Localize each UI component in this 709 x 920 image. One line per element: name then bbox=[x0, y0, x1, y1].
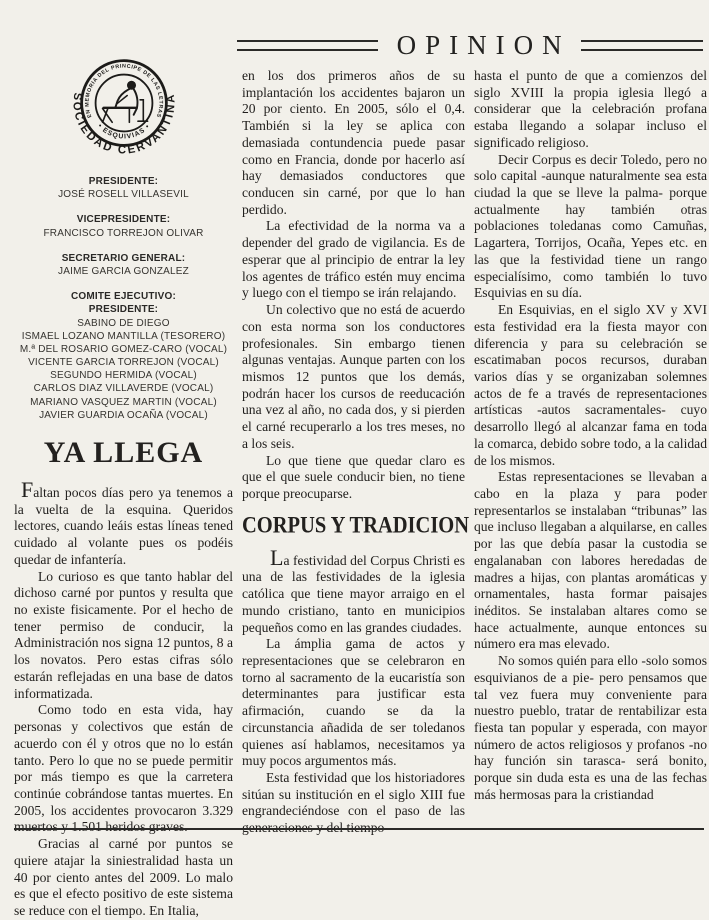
article-paragraph: Un colectivo que no está de acuerdo con esta norma son los conductores profesionales. Sin embargo tienen algunas ventajas. Aunque parten con los mismos 12 puntos que los demás, podrán hacer los cursos de reeducación una vez al año, no cada dos, y si pierden el carné recuperarlo a los tres meses, no a los seis. bbox=[242, 302, 465, 451]
article-paragraph: Lo que tiene que quedar claro es que el que suele conducir bien, no tiene porque preocuparse. bbox=[242, 452, 465, 501]
page-title: OPINION bbox=[396, 30, 571, 60]
committee-member: JAVIER GUARDIA OCAÑA (VOCAL) bbox=[39, 409, 208, 421]
society-seal bbox=[65, 44, 183, 167]
vicepresident-label: VICEPRESIDENTE: bbox=[76, 214, 171, 226]
column-middle bbox=[242, 68, 470, 920]
vicepresident-block bbox=[14, 213, 233, 239]
committee-member: ISMAEL LOZANO MANTILLA (TESORERO) bbox=[21, 330, 226, 342]
ya-llega-headline: YA LLEGA bbox=[43, 436, 204, 469]
column-right bbox=[474, 68, 707, 920]
article-paragraph: Lo curioso es que tanto hablar del dichoso carné por puntos y resulta que no existe fisicamente. Por el hecho de tener permiso de conducir, la Administración nos signa 12 puntos, 8 a los novatos. Pero estas cifras sólo estarán reflejadas en una base de datos informatizada. bbox=[14, 568, 233, 701]
paragraph-text: altan pocos días pero ya tenemos a la vuelta de la esquina. Queridos lectores, cuando leáis estas líneas tened cuidado al volante pues os podéis quedar de infantería. bbox=[14, 485, 233, 567]
raised-cap: L bbox=[270, 544, 284, 570]
seal-ring-top-text: EN MEMORIA DEL PRINCIPE DE LAS LETRAS bbox=[84, 63, 163, 119]
header-rule-right bbox=[581, 40, 703, 51]
president-name: JOSÉ ROSELL VILLASEVIL bbox=[58, 189, 189, 201]
page-bottom-rule bbox=[14, 828, 704, 830]
vicepresident-name: FRANCISCO TORREJON OLIVAR bbox=[43, 227, 204, 239]
article-paragraph: Esta festividad que los historiadores sitúan su institución en el siglo XIII fue engrandeciéndose con el paso de las generaciones y del tiempo bbox=[242, 770, 465, 836]
raised-cap: F bbox=[21, 477, 34, 502]
committee-member: SEGUNDO HERMIDA (VOCAL) bbox=[50, 370, 197, 382]
secretary-block bbox=[14, 252, 233, 278]
writer-figure-icon bbox=[102, 81, 147, 123]
column-left bbox=[14, 42, 233, 920]
article-paragraph: Decir Corpus es decir Toledo, pero no solo capital -aunque naturalmente sea esta ciudad la que se lleve la palma- porque actualmente hay también otras poblaciones toledanas como Camuñas, Lagartera, Torrijos, Ocaña, Yepes etc. en las que la festividad tiene un rango especialísimo, como también lo tuvo Esquivias en su día. bbox=[474, 151, 707, 301]
corpus-headline: CORPUS Y TRADICION bbox=[242, 513, 470, 538]
article-paragraph: En Esquivias, en el siglo XV y XVI esta festividad era la fiesta mayor con diferencia y para su celebración se escatimaban pocos recursos, duraban varios días y se organizaban solemnes actos de fe a través de representaciones artísticas -autos sacramentales- cuyo desarrollo llegó al alcanzar fama en toda la comarca, debido sobre todo, a la calidad de los mismos. bbox=[474, 302, 707, 468]
committee-member: VICENTE GARCIA TORREJON (VOCAL) bbox=[28, 357, 219, 369]
article-paragraph: No somos quién para ello -solo somos esquivianos de a pie- pero pensamos que tal vez fuera muy conveniente para nuestro pueblo, tratar de rentabilizar esta fiesta tan popular y esperada, con mayor número de actos religiosos y profanos -no hay función sin tarasca- será bonito, porque sin duda esta es una de las fechas más hermosas para la cristiandad bbox=[474, 653, 707, 802]
article-paragraph bbox=[242, 544, 465, 637]
paragraph-text: a festividad del Corpus Christi es una de las festividades de la iglesia católica que tiene mayor arraigo en el mundo cristiano, tanto en municipios pequeños como en las grandes ciudades. bbox=[242, 552, 465, 635]
committee-member: SABINO DE DIEGO bbox=[77, 317, 170, 329]
article-paragraph: Gracias al carné por puntos se quiere atajar la siniestralidad hasta un 40 por ciento antes del 2009. Lo malo es que el efecto positivo de este sistema se reduce con el tiempo. En Italia, bbox=[14, 836, 233, 918]
article-paragraph: Estas representaciones se llevaban a cabo en la plaza y para poder representarlos se instalaban “tribunas” las que incluso llegaban a alquilarse, en calles por las que debía pasar la custodia se engalanaban con labores heredadas de madres a hijas, con plantas aromáticas y ornamentales, hasta formar paisajes inéditos. Se instalaban altares como se hace actualmente, aunque entonces su número era mas elevado. bbox=[474, 469, 707, 652]
article-paragraph bbox=[14, 479, 233, 569]
committee-president-label: PRESIDENTE: bbox=[88, 304, 159, 316]
seal-outer-text: SOCIEDAD CERVANTINA bbox=[69, 91, 178, 157]
president-label: PRESIDENTE: bbox=[88, 176, 159, 187]
page-columns bbox=[14, 63, 707, 920]
president-block bbox=[14, 175, 233, 201]
page-header bbox=[237, 30, 703, 61]
society-seal-icon bbox=[65, 44, 183, 162]
seal-ring-bottom-text: • ESQUIVIAS • bbox=[95, 122, 152, 141]
article-paragraph: La ámplia gama de actos y representaciones que se celebraron en torno al sacramento de la eucaristía son determinantes para justificar esta afirmación, cuando se da la circunstancia añadida de ser toledanos quienes así hablamos, necesitamos ya muy pocos argumentos más. bbox=[242, 636, 465, 769]
article-paragraph: en los dos primeros años de su implantación los accidentes bajaron un 20 por ciento. En 2005, sólo el 0,4. También si la ley se aplica con demasiada contundencia puede pasar como en Francia, donde por hacerlo así hay demasiados conductores que conducen sin carné, por que lo han perdido. bbox=[242, 68, 465, 217]
article-paragraph: Como todo en esta vida, hay personas y colectivos que están de acuerdo con él y otros que no lo están tanto. Pero lo que no se puede permitir por más tiempo es que la carretera continúe cobrándose tantas muertes. En 2005, los accidentes provocaron 3.329 muertos y 1.501 heridos graves. bbox=[14, 702, 233, 835]
committee-member: M.ª DEL ROSARIO GOMEZ-CARO (VOCAL) bbox=[19, 343, 228, 355]
secretary-name: JAIME GARCIA GONZALEZ bbox=[58, 265, 189, 277]
committee-member: MARIANO VASQUEZ MARTIN (VOCAL) bbox=[30, 396, 217, 408]
committee-block bbox=[14, 290, 233, 422]
committee-label: COMITE EJECUTIVO: bbox=[70, 291, 177, 303]
committee-member: CARLOS DIAZ VILLAVERDE (VOCAL) bbox=[33, 383, 214, 395]
article-paragraph: La efectividad de la norma va a depender del grado de vigilancia. Es de esperar que al principio de entrar la ley los agentes de tráfico estén muy encima y luego con el tiempo se irán relajando. bbox=[242, 218, 465, 301]
article-paragraph: hasta el punto de que a comienzos del siglo XVIII la propia iglesia llegó a considerar que la celebración profana estaba llegando a solapar incluso el significado religioso. bbox=[474, 68, 707, 150]
header-rule-left bbox=[237, 40, 378, 51]
secretary-label: SECRETARIO GENERAL: bbox=[61, 252, 186, 264]
